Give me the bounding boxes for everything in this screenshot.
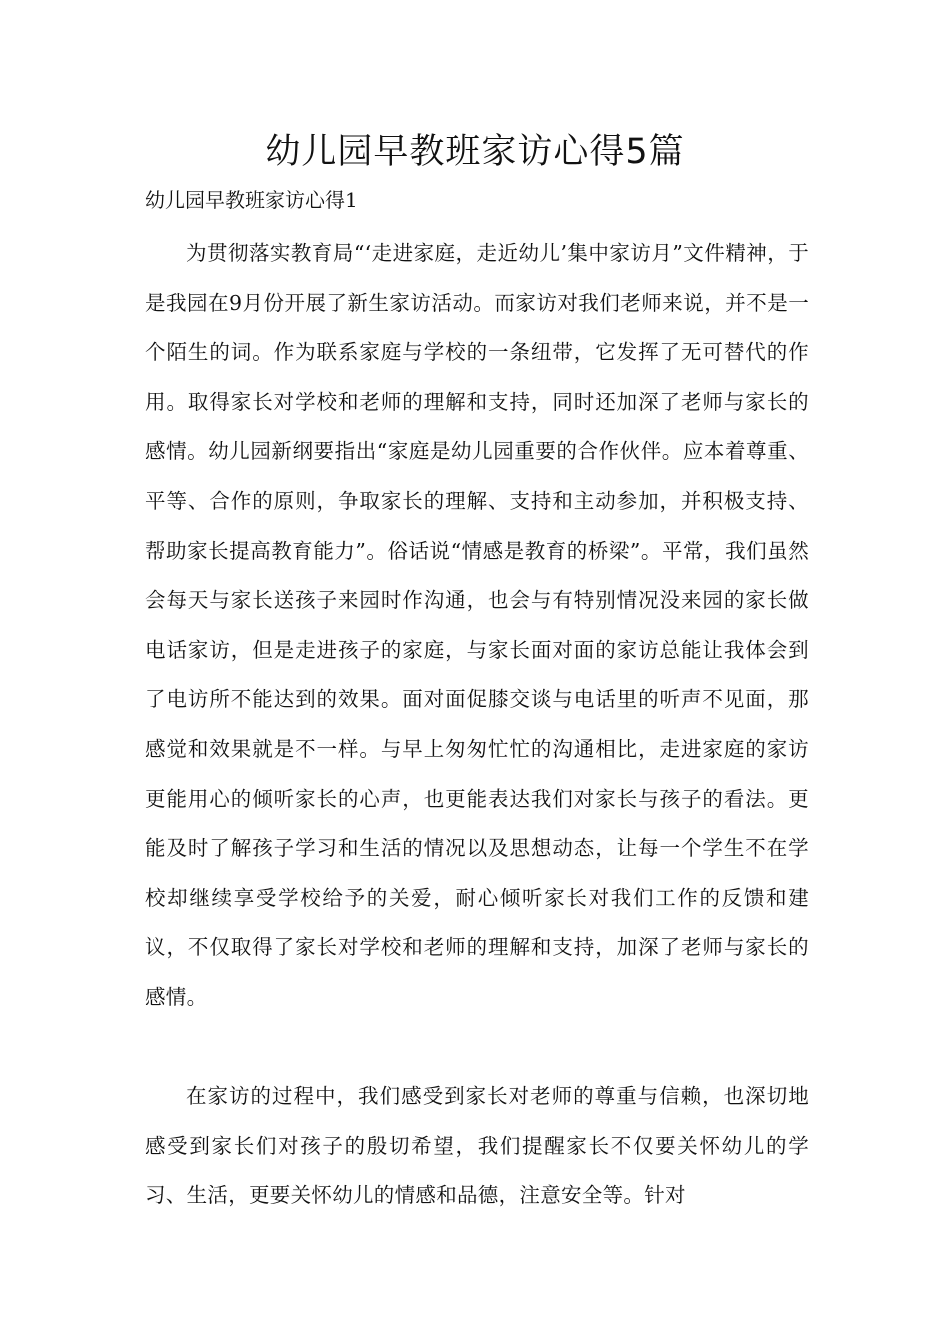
document-title: 幼儿园早教班家访心得5篇: [265, 132, 685, 172]
body-paragraph: 为贯彻落实教育局“‘走进家庭，走近幼儿’集中家访月”文件精神，于是我园在9月份开展了新生家访活动。而家访对我们老师来说，并不是一个陌生的词。作为联系家庭与学校的一条纽带，它发挥了无可替代的作用。取得家长对学校和老师的理解和支持，同时还加深了老师与家长的感情。幼儿园新纲要指出“家庭是幼儿园重要的合作伙伴。应本着尊重、平等、合作的原则，争取家长的理解、支持和主动参加，并积极支持、帮助家长提高教育能力”。俗话说“情感是教育的桥梁”。平常，我们虽然会每天与家长送孩子来园时作沟通，也会与有特别情况没来园的家长做电话家访，但是走进孩子的家庭，与家长面对面的家访总能让我体会到了电访所不能达到的效果。面对面促膝交谈与电话里的听声不见面，那感觉和效果就是不一样。与早上匆匆忙忙的沟通相比，走进家庭的家访更能用心的倾听家长的心声，也更能表达我们对家长与孩子的看法。更能及时了解孩子学习和生活的情况以及思想动态，让每一个学生不在学校却继续享受学校给予的关爱，耐心倾听家长对我们工作的反馈和建议，不仅取得了家长对学校和老师的理解和支持，加深了老师与家长的感情。: [145, 241, 809, 1009]
body-paragraph: 在家访的过程中，我们感受到家长对老师的尊重与信赖，也深切地感受到家长们对孩子的殷切希望，我们提醒家长不仅要关怀幼儿的学习、生活，更要关怀幼儿的情感和品德，注意安全等。针对: [145, 1084, 809, 1208]
section-heading: 幼儿园早教班家访心得1: [145, 188, 358, 212]
